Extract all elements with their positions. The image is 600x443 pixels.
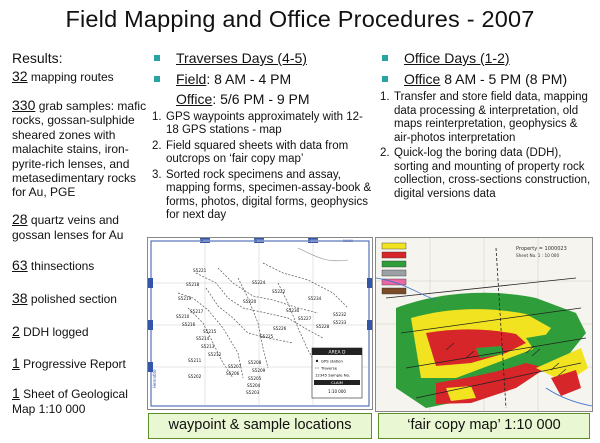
svg-text:S5227: S5227 (298, 316, 312, 321)
office-hours (380, 71, 595, 88)
svg-text:S5202: S5202 (188, 374, 202, 379)
list-item (380, 147, 595, 201)
traverses-heading-text: Traverses Days (4-5) (176, 50, 307, 66)
svg-text:12000: 12000 (199, 239, 211, 243)
map-side-note: Hematite (152, 369, 157, 388)
step-number: 2. (152, 139, 162, 152)
svg-text:AREA D: AREA D (328, 350, 346, 356)
traverses-steps (152, 111, 372, 224)
svg-text:S5225: S5225 (260, 334, 274, 339)
results-heading: Results: (12, 50, 63, 66)
svg-text:S5219: S5219 (178, 296, 192, 301)
office-steps (380, 91, 595, 202)
geo-map-subheader: Sheet No. 1 : 10 000 (516, 253, 560, 258)
step-text: Sorted rock specimens and assay, mapping forms, specimen-assay-book & forms, photos, digital forms, geophysics for next day (166, 168, 372, 222)
waypoint-map (147, 237, 373, 410)
svg-text:S5233: S5233 (333, 320, 347, 325)
geological-map (375, 237, 593, 412)
svg-text:S5213: S5213 (201, 344, 215, 349)
result-text: DDH logged (23, 324, 89, 339)
svg-text:S5221: S5221 (193, 268, 207, 273)
traverses-heading (152, 50, 372, 67)
svg-text:14000: 14000 (307, 239, 319, 243)
field-label: Field (176, 70, 207, 87)
traverses-column (152, 50, 372, 225)
geo-map-header: Property = 1000023 (516, 246, 567, 252)
result-count: 330 (12, 96, 36, 113)
bullet-marker (382, 76, 388, 82)
svg-text:13000: 13000 (253, 239, 265, 243)
svg-text:15000: 15000 (342, 239, 354, 243)
svg-text:S5208: S5208 (248, 360, 262, 365)
step-number: 1. (380, 91, 390, 104)
waypoint-map-drawing (148, 238, 372, 409)
step-text: Transfer and store field data, mapping data processing & interpretation, old maps reinterpretation, geophysics & air-photos interpretation (394, 91, 588, 144)
office-hours-text: 8 AM - 5 PM (8 PM) (440, 70, 568, 87)
result-text: quartz veins and gossan lenses for Au (12, 212, 124, 242)
svg-text:S5224: S5224 (252, 280, 266, 285)
svg-text:12345 Sample No.: 12345 Sample No. (315, 372, 351, 378)
office-column (380, 50, 595, 204)
result-item (12, 68, 152, 85)
map-legend (312, 348, 362, 398)
svg-text:S5212: S5212 (208, 352, 222, 357)
svg-text:S5215: S5215 (203, 329, 217, 334)
step-text: GPS waypoints approximately with 12-18 GPS stations - map (166, 110, 363, 137)
result-count: 1 (12, 355, 20, 372)
step-number: 3. (152, 168, 162, 181)
svg-text:S5206: S5206 (226, 371, 240, 376)
office-heading-text: Office Days (1-2) (404, 50, 510, 66)
geological-map-drawing (376, 238, 592, 411)
result-text: thinsections (30, 258, 95, 273)
result-count: 28 (12, 210, 28, 227)
step-text: Quick-log the boring data (DDH), sorting and mounting of property rock collection, cross-sections construction, digital versions data (394, 147, 591, 200)
svg-text:Traverse: Traverse (321, 365, 338, 371)
svg-text:S5228: S5228 (316, 324, 330, 329)
office-heading (380, 50, 595, 67)
office-hours-text: : 5/6 PM - 9 PM (212, 91, 310, 108)
result-item (12, 257, 152, 274)
svg-text:S5205: S5205 (248, 376, 262, 381)
result-count: 1 (12, 385, 20, 402)
result-text: grab samples: mafic rocks, gossan-sulphide sheared zones with malachite stains, iron-pyrite-rich lenses, and metasedimentary rocks for Au, PGE (12, 98, 147, 200)
svg-text:S5211: S5211 (188, 358, 202, 363)
svg-text:S5222: S5222 (272, 289, 286, 294)
office-evening-hours (152, 91, 372, 108)
field-hours (152, 71, 372, 88)
svg-text:S5218: S5218 (186, 282, 200, 287)
result-count: 32 (12, 67, 28, 84)
result-count: 63 (12, 256, 28, 273)
svg-text:S5207: S5207 (228, 364, 242, 369)
svg-text:S5234: S5234 (308, 296, 322, 301)
results-column (12, 50, 152, 416)
svg-text:S5230: S5230 (286, 308, 300, 313)
svg-text:S5220: S5220 (243, 299, 257, 304)
waypoint-map-caption: waypoint & sample locations (148, 413, 372, 439)
step-text: Field squared sheets with data from outcrops on ‘fair copy map’ (166, 139, 349, 166)
result-count: 38 (12, 289, 28, 306)
list-item (152, 140, 372, 167)
result-item (12, 355, 152, 372)
svg-text:S5214: S5214 (196, 336, 210, 341)
svg-text:CLAIM: CLAIM (331, 380, 343, 385)
result-count: 2 (12, 322, 20, 339)
svg-text:S5203: S5203 (246, 390, 260, 395)
result-item (12, 323, 152, 340)
svg-text:S5204: S5204 (247, 383, 261, 388)
result-item (12, 385, 152, 416)
bullet-marker (382, 55, 388, 61)
step-number: 2. (380, 147, 390, 160)
office-label: Office (404, 70, 441, 87)
svg-text:S5217: S5217 (190, 309, 204, 314)
svg-text:S5232: S5232 (333, 312, 347, 317)
slide-title: Field Mapping and Office Procedures - 2007 (65, 6, 535, 32)
bullet-marker (154, 76, 160, 82)
result-item (12, 97, 152, 200)
svg-text:GPS station: GPS station (321, 358, 343, 364)
svg-text:S5209: S5209 (252, 368, 266, 373)
svg-text:S5210: S5210 (176, 314, 190, 319)
svg-text:S5216: S5216 (182, 322, 196, 327)
result-item (12, 211, 152, 242)
geo-units (396, 293, 588, 408)
result-text: Sheet of Geological Map 1:10 000 (12, 387, 128, 416)
result-text: polished section (30, 291, 117, 306)
step-number: 1. (152, 110, 162, 123)
svg-text:S5226: S5226 (273, 326, 287, 331)
result-text: mapping routes (30, 69, 114, 84)
office-label: Office (176, 91, 213, 108)
result-text: Progressive Report (23, 357, 126, 372)
geological-map-caption: ‘fair copy map’ 1:10 000 (378, 413, 590, 439)
result-item (12, 290, 152, 307)
svg-text:1:10 000: 1:10 000 (328, 389, 346, 394)
list-item (380, 91, 595, 145)
bullet-marker (154, 55, 160, 61)
field-hours-text: : 8 AM - 4 PM (206, 70, 292, 87)
list-item (152, 169, 372, 223)
list-item (152, 111, 372, 138)
